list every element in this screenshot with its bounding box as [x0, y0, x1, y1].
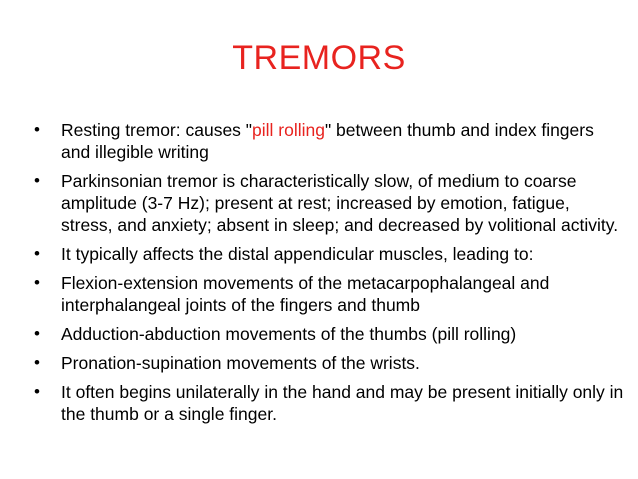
bullet-icon: •	[34, 244, 40, 263]
bullet-item-resting-tremor	[34, 119, 624, 163]
bullet-text-before: Resting tremor: causes "	[61, 120, 253, 140]
bullet-item-unilateral-onset	[34, 381, 624, 425]
bullet-icon: •	[34, 353, 40, 372]
bullet-icon: •	[34, 171, 40, 190]
slide-title: TREMORS	[232, 39, 406, 77]
bullet-item-adduction-abduction	[34, 323, 624, 345]
bullet-icon: •	[34, 120, 40, 139]
bullet-text: Adduction-abduction movements of the thumbs (pill rolling)	[61, 324, 517, 344]
highlight-pill-rolling: pill rolling	[252, 120, 325, 140]
bullet-item-parkinsonian-tremor	[34, 170, 624, 236]
bullet-text: Parkinsonian tremor is characteristically slow, of medium to coarse amplitude (3-7 Hz); present at rest; increased by emotion, fatigue, stress, and anxiety; absent in sleep; and decreased by volitional activity.	[61, 171, 619, 235]
bullet-icon: •	[34, 273, 40, 292]
bullet-icon: •	[34, 324, 40, 343]
bullet-text: It typically affects the distal appendicular muscles, leading to:	[61, 244, 534, 264]
bullet-text: Pronation-supination movements of the wrists.	[61, 353, 420, 373]
bullet-icon: •	[34, 382, 40, 401]
bullet-item-distal-muscles	[34, 243, 624, 265]
bullet-list	[34, 119, 624, 432]
bullet-item-flexion-extension	[34, 272, 624, 316]
bullet-item-pronation-supination	[34, 352, 624, 374]
bullet-text-after: " between thumb and index fingers and illegible writing	[61, 120, 594, 162]
bullet-text: Flexion-extension movements of the metacarpophalangeal and interphalangeal joints of the fingers and thumb	[61, 273, 550, 315]
bullet-text: It often begins unilaterally in the hand and may be present initially only in the thumb or a single finger.	[61, 382, 624, 424]
